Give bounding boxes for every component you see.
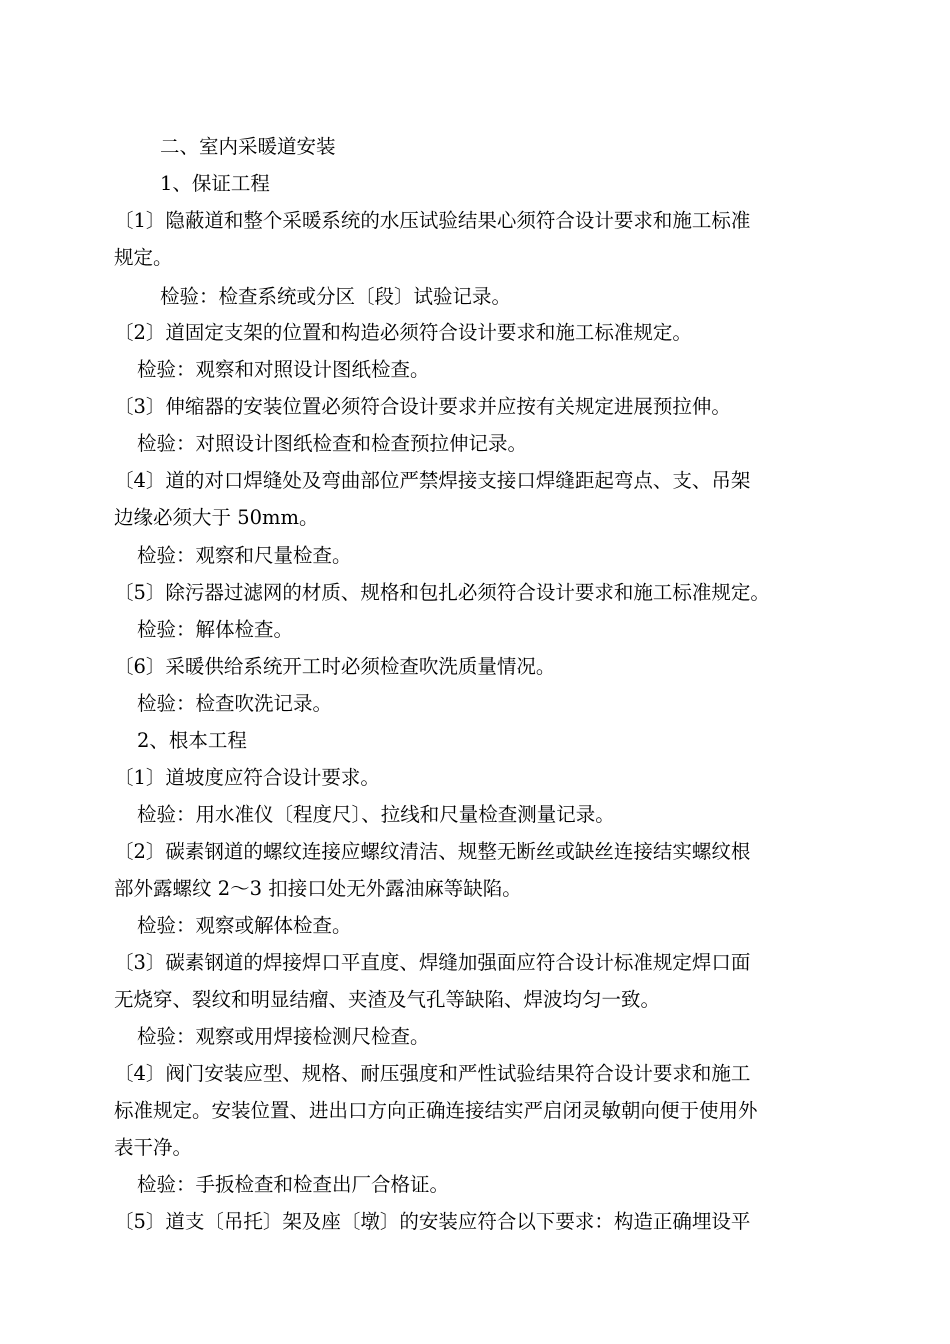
subsection-heading: 2、根本工程: [137, 729, 247, 752]
paragraph-line: 标准规定。安装位置、进出口方向正确连接结实严启闭灵敏朝向便于使用外: [114, 1099, 758, 1122]
paragraph-line: 表干净。: [114, 1136, 193, 1159]
inspection-line: 检验：手扳检查和检查出厂合格证。: [137, 1173, 450, 1196]
paragraph-line: 〔1〕隐蔽道和整个采暖系统的水压试验结果心须符合设计要求和施工标准: [114, 209, 751, 232]
paragraph-line: 〔5〕除污器过滤网的材质、规格和包扎必须符合设计要求和施工标准规定。: [114, 581, 770, 604]
paragraph-line: 〔3〕伸缩器的安装位置必须符合设计要求并应按有关规定进展预拉伸。: [114, 395, 731, 418]
inspection-line: 检验：对照设计图纸检查和检查预拉伸记录。: [137, 432, 528, 455]
paragraph-line: 〔1〕道坡度应符合设计要求。: [114, 766, 380, 789]
inspection-line: 检验：观察和尺量检查。: [137, 544, 352, 567]
inspection-line: 检验：解体检查。: [137, 618, 294, 641]
inspection-line: 检验：观察或用焊接检测尺检查。: [137, 1025, 430, 1048]
paragraph-line: 部外露螺纹 2～3 扣接口处无外露油麻等缺陷。: [114, 877, 522, 900]
inspection-line: 检验：检查系统或分区〔段〕试验记录。: [160, 285, 512, 308]
section-heading: 二、室内采暖道安装: [160, 135, 336, 158]
paragraph-line: 〔3〕碳素钢道的焊接焊口平直度、焊缝加强面应符合设计标准规定焊口面: [114, 951, 751, 974]
inspection-line: 检验：检查吹洗记录。: [137, 692, 333, 715]
paragraph-line: 〔4〕道的对口焊缝处及弯曲部位严禁焊接支接口焊缝距起弯点、支、吊架: [114, 469, 751, 492]
paragraph-line: 〔2〕道固定支架的位置和构造必须符合设计要求和施工标准规定。: [114, 321, 692, 344]
paragraph-line: 〔4〕阀门安装应型、规格、耐压强度和严性试验结果符合设计要求和施工: [114, 1062, 751, 1085]
inspection-line: 检验：观察和对照设计图纸检查。: [137, 358, 430, 381]
paragraph-line: 〔2〕碳素钢道的螺纹连接应螺纹清洁、规整无断丝或缺丝连接结实螺纹根: [114, 840, 751, 863]
inspection-line: 检验：观察或解体检查。: [137, 914, 352, 937]
paragraph-line: 规定。: [114, 246, 173, 269]
paragraph-line: 边缘必须大于 50mm。: [114, 506, 319, 529]
inspection-line: 检验：用水准仪〔程度尺〕、拉线和尺量检查测量记录。: [137, 803, 615, 826]
paragraph-line: 〔5〕道支〔吊托〕架及座〔墩〕的安装应符合以下要求：构造正确埋设平: [114, 1210, 751, 1233]
subsection-heading: 1、保证工程: [160, 172, 270, 195]
paragraph-line: 〔6〕采暖供给系统开工时必须检查吹洗质量情况。: [114, 655, 556, 678]
paragraph-line: 无烧穿、裂纹和明显结瘤、夹渣及气孔等缺陷、焊波均匀一致。: [114, 988, 661, 1011]
